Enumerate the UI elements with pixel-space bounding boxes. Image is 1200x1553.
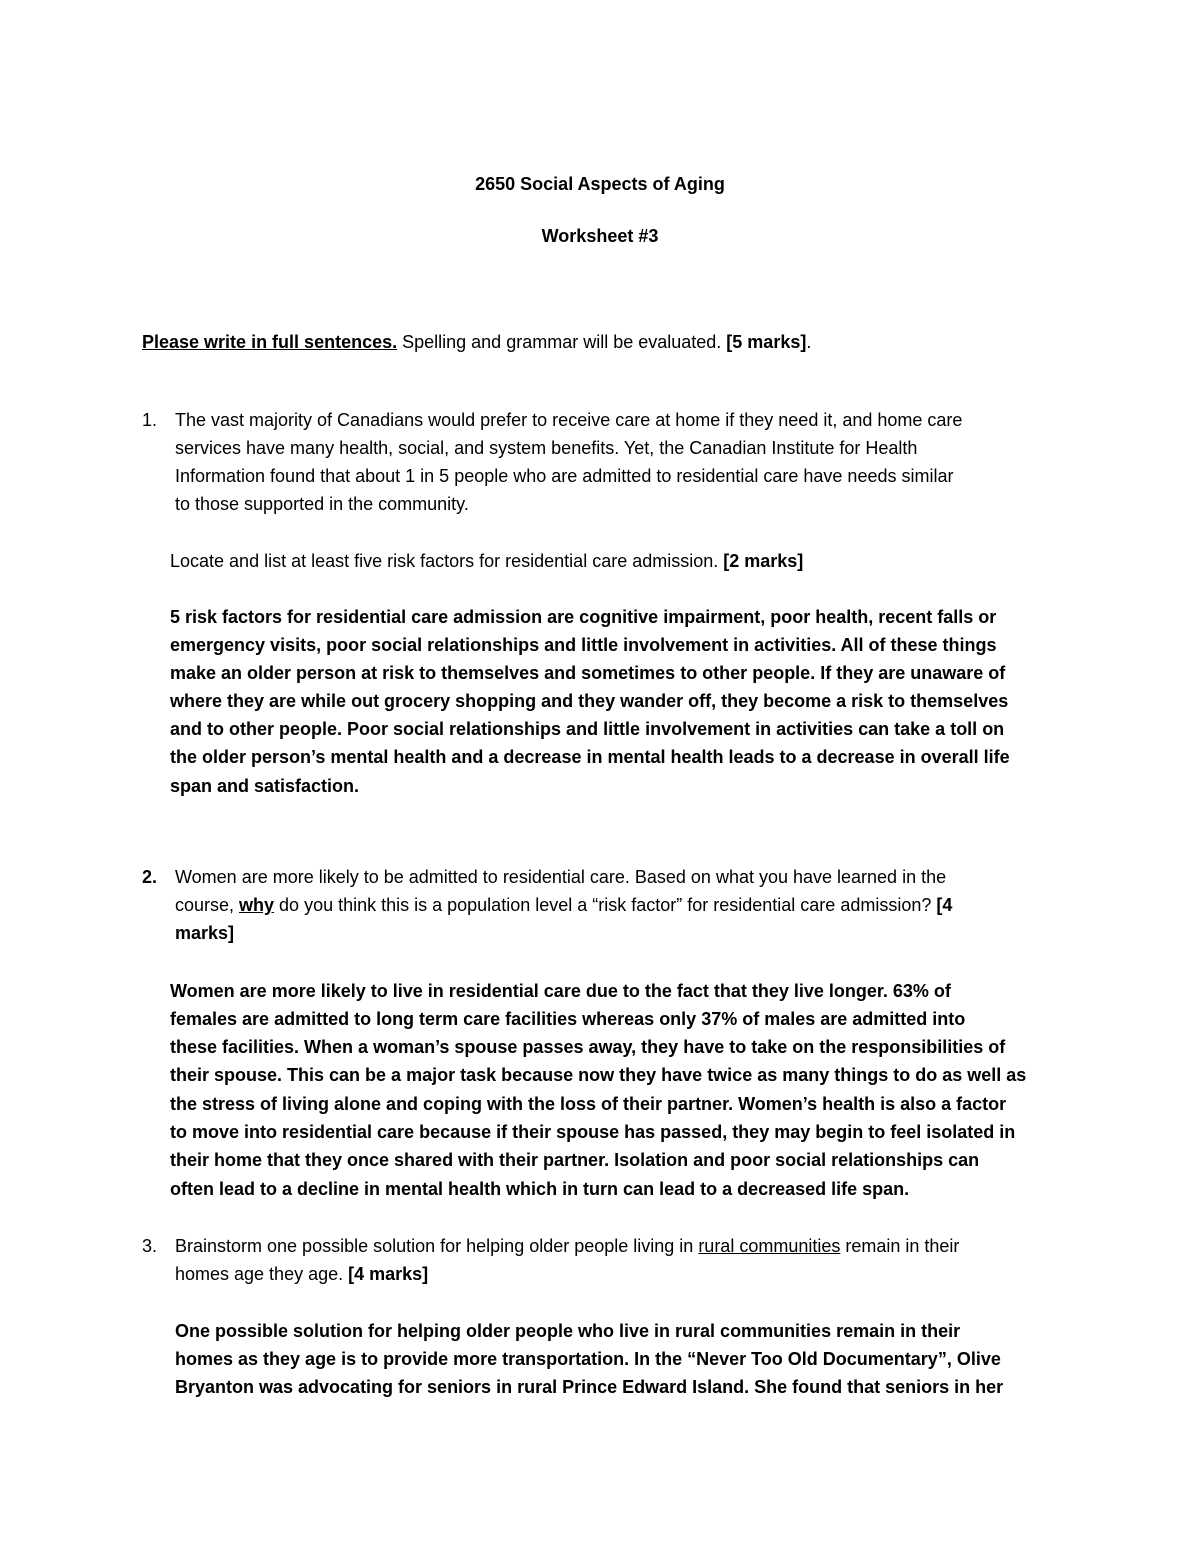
answer-1-line: and to other people. Poor social relationships and little involvement in activities can take a toll on <box>170 719 1005 739</box>
question-1-prompt <box>170 551 803 571</box>
answer-2-line: often lead to a decline in mental health which in turn can lead to a decreased life span. <box>170 1179 910 1199</box>
question-3-line <box>175 1236 959 1256</box>
question-1-line: services have many health, social, and system benefits. Yet, the Canadian Institute for Health <box>175 438 918 458</box>
answer-3-line: homes as they age is to provide more transportation. In the “Never Too Old Documentary”, Olive <box>175 1349 1001 1369</box>
question-2-line <box>175 895 952 915</box>
question-2-text: do you think this is a population level a “risk factor” for residential care admission? <box>274 895 937 915</box>
answer-2-line: their home that they once shared with their partner. Isolation and poor social relationships can <box>170 1150 980 1170</box>
answer-1-line: span and satisfaction. <box>170 776 360 796</box>
question-3-text: remain in their <box>840 1236 960 1256</box>
question-2-marks: [4 <box>936 895 953 915</box>
question-2-text: course, <box>175 895 240 915</box>
instructions <box>142 332 811 352</box>
answer-2-line: to move into residential care because if their spouse has passed, they may begin to feel isolated in <box>170 1122 1016 1142</box>
answer-2-line: their spouse. This can be a major task because now they have twice as many things to do as well as <box>170 1065 1027 1085</box>
answer-3-line: Bryanton was advocating for seniors in rural Prince Edward Island. She found that seniors in her <box>175 1377 1004 1397</box>
answer-1-line: emergency visits, poor social relationships and little involvement in activities. All of these things <box>170 635 997 655</box>
answer-2-line: Women are more likely to live in residential care due to the fact that they live longer. 63% of <box>170 981 951 1001</box>
question-2-marks-end: marks] <box>175 923 235 943</box>
question-3-text: homes age they age. <box>175 1264 349 1284</box>
question-2-why: why <box>239 895 275 915</box>
question-1-line: to those supported in the community. <box>175 494 469 514</box>
instructions-end: . <box>806 332 812 352</box>
question-1-prompt-marks: [2 marks] <box>723 551 804 571</box>
answer-3-line: One possible solution for helping older people who live in rural communities remain in their <box>175 1321 961 1341</box>
course-title: 2650 Social Aspects of Aging <box>475 174 725 194</box>
question-1-number: 1. <box>142 410 158 430</box>
question-3-number: 3. <box>142 1236 158 1256</box>
question-1-prompt-text: Locate and list at least five risk factors for residential care admission. <box>170 551 724 571</box>
answer-2-line: these facilities. When a woman’s spouse passes away, they have to take on the responsibilities of <box>170 1037 1006 1057</box>
question-3-line <box>175 1264 428 1284</box>
worksheet-title: Worksheet #3 <box>541 226 659 246</box>
question-2-line: Women are more likely to be admitted to residential care. Based on what you have learned in the <box>175 867 947 887</box>
answer-1-line: 5 risk factors for residential care admission are cognitive impairment, poor health, recent falls or <box>170 607 997 627</box>
instructions-text: Spelling and grammar will be evaluated. <box>397 332 727 352</box>
question-3-text: Brainstorm one possible solution for helping older people living in <box>175 1236 699 1256</box>
question-2-number: 2. <box>142 867 158 887</box>
question-3-rural-communities: rural communities <box>698 1236 841 1256</box>
question-3-marks: [4 marks] <box>348 1264 429 1284</box>
question-1-line: The vast majority of Canadians would prefer to receive care at home if they need it, and home care <box>175 410 963 430</box>
question-1-line: Information found that about 1 in 5 people who are admitted to residential care have needs similar <box>175 466 954 486</box>
answer-1-line: the older person’s mental health and a decrease in mental health leads to a decrease in overall life <box>170 747 1010 767</box>
answer-2-line: the stress of living alone and coping with the loss of their partner. Women’s health is also a factor <box>170 1094 1007 1114</box>
answer-1-line: make an older person at risk to themselves and sometimes to other people. If they are unaware of <box>170 663 1006 683</box>
instructions-emphasis: Please write in full sentences. <box>142 332 398 352</box>
answer-1-line: where they are while out grocery shopping and they wander off, they become a risk to themselves <box>170 691 1009 711</box>
instructions-marks: [5 marks] <box>726 332 807 352</box>
answer-2-line: females are admitted to long term care facilities whereas only 37% of males are admitted into <box>170 1009 966 1029</box>
